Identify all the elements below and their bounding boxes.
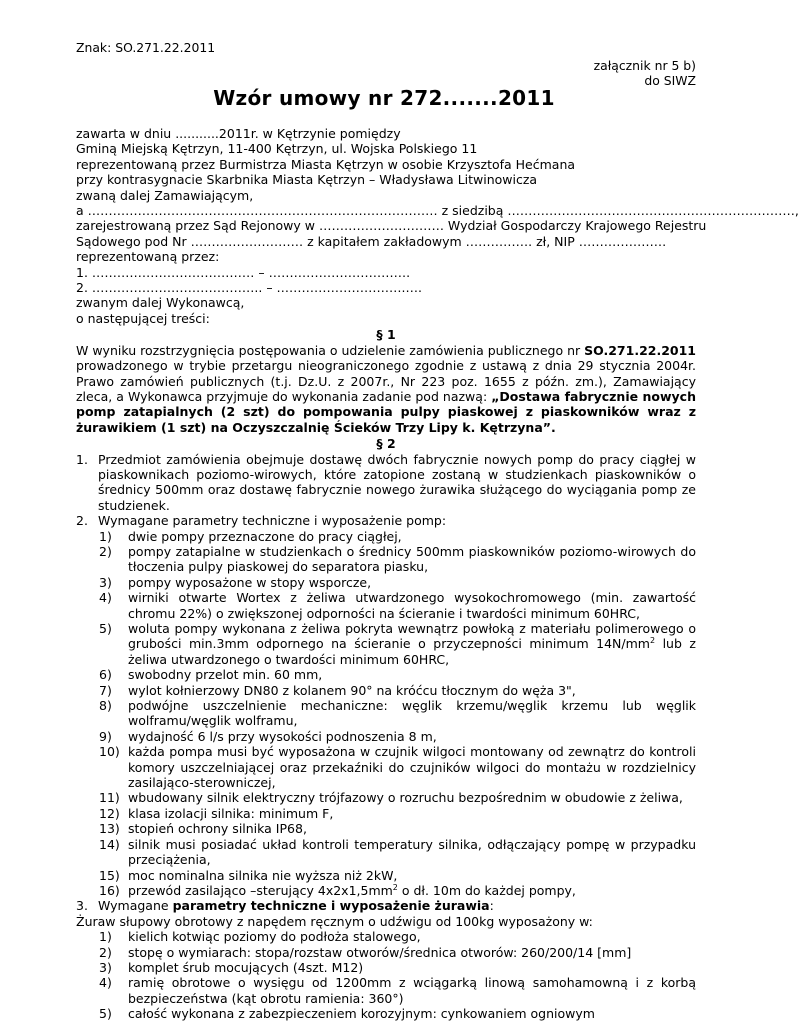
pump-requirement-item [76,837,696,868]
intro-line: zawarta w dniu ...........2011r. w Kętrzynie pomiędzy [76,126,401,141]
crane-requirement-item-text: ramię obrotowe o wysięgu od 1200mm z wciągarką linową samohamowną i z korbą bezpieczeństwa (kąt obrotu ramienia: 360°) [128,975,696,1006]
pump-requirement-item-text: wylot kołnierzowy DN80 z kolanem 90° na króćcu tłocznym do węża 3", [128,682,576,698]
crane-requirements-list [76,929,696,1021]
crane-requirement-item-text: komplet śrub mocujących (4szt. M12) [128,959,364,975]
pump-requirement-item [76,790,696,805]
crane-intro: Żuraw słupowy obrotowy z napędem ręcznym o udźwigu od 100kg wyposażony w: [76,913,593,929]
list-number: 4) [99,975,112,991]
section-2-heading: § 2 [376,436,396,452]
list-number: 1) [99,528,112,544]
section-1-heading: § 1 [376,327,396,343]
pump-requirement-item [76,806,696,821]
intro-line: o następującej treści: [76,310,210,326]
list-number: 7) [99,682,112,698]
intro-line: przy kontrasygnacie Skarbnika Miasta Kętrzyn – Władysława Litwinowicza [76,172,538,188]
attachment-line-1: załącznik nr 5 b) [593,58,696,73]
pump-requirement-item-text: pompy wyposażone w stopy wsporcze, [128,574,372,590]
intro-line: zwanym dalej Wykonawcą, [76,295,245,311]
document-sign: Znak: SO.271.22.2011 [76,40,216,55]
section-2-list-b [76,898,696,913]
intro-line: reprezentowaną przez: [76,249,220,265]
crane-requirement-item [76,975,696,1006]
superscript: 2 [649,636,656,646]
pump-requirement-item [76,729,696,744]
list-number: 1) [99,929,112,945]
list-number: 11) [99,790,120,806]
pump-requirement-item-text: przewód zasilająco –sterujący $4x2x1,5mm^2$ o dł. 10m do każdej pompy, [128,882,576,898]
s2-point-3-text-c: : [489,898,494,914]
pump-requirement-item [76,575,696,590]
pump-requirement-item-text: dwie pompy przeznaczone do pracy ciągłej, [128,528,402,544]
pump-requirement-item-text: woluta pompy wykonana z żeliwa pokryta wewnątrz powłoką z materiału polimerowego o grubości min.3mm odpornego na ścieranie o przyczepności minimum $14N/mm^2$ lub z żeliwa utwardzonego o twardości minimum 60HRC, [128,621,696,667]
crane-requirement-item [76,929,696,944]
crane-requirement-item [76,960,696,975]
pump-requirement-item [76,544,696,575]
pump-requirement-item [76,683,696,698]
pump-requirement-item-text: wydajność 6 l/s przy wysokości podnoszenia 8 m, [128,728,437,744]
pump-requirement-item [76,667,696,682]
list-number: 5) [99,1006,112,1022]
pump-requirement-item-text: pompy zatapialne w studzienkach o średnicy 500mm piaskowników poziomo-wirowych do tłoczenia pulpy piaskowej do separatora piasku, [128,543,696,575]
pump-requirement-item-text: stopień ochrony silnika IP68, [128,821,307,837]
attachment-note [594,58,696,88]
superscript: 2 [392,882,398,892]
crane-requirement-item-text: stopę o wymiarach: stopa/rozstaw otworów/średnica otworów: 260/200/14 [mm] [128,944,632,960]
list-number: 5) [99,621,112,636]
intro-line: zarejestrowaną przez Sąd Rejonowy w ………………………… Wydział Gospodarczy Krajowego Rejestru [76,218,707,234]
intro-line: zwaną dalej Zamawiającym, [76,187,254,203]
pump-requirement-item-text: silnik musi posiadać układ kontroli temperatury silnika, odłączający pompę w przypadku przeciążenia, [128,836,696,868]
section-2-list [76,452,696,529]
intro-line: a ………………………………………………………………………… z siedzibą ……………………………………………………………, [76,203,799,219]
intro-line: reprezentowaną przez Burmistrza Miasta Kętrzyn w osobie Krzysztofa Hećmana [76,156,576,172]
crane-requirement-item [76,1006,696,1021]
list-number: 15) [99,867,120,883]
list-number: 3. [76,898,88,914]
pump-requirement-item [76,621,696,667]
list-number: 3) [99,959,112,975]
intro-block [76,126,799,326]
list-number: 10) [99,744,120,760]
s2-point-2-text: Wymagane parametry techniczne i wyposażenie pomp: [98,513,447,529]
crane-requirement-item [76,945,696,960]
pump-requirement-item [76,529,696,544]
s2-point-1-text: Przedmiot zamówienia obejmuje dostawę dwóch fabrycznie nowych pomp do pracy ciągłej w piaskownikach poziomo-wirowych, które zatopione zostaną w studzienkach piaskowników o średnicy 500mm oraz dostawę fabrycznie nowego żurawika służącego do wyciągania pomp ze studzienek. [98,451,696,513]
list-number: 2) [99,944,112,960]
crane-requirement-item-text: kielich kotwiąc poziomy do podłoża stalowego, [128,929,421,945]
list-number: 1. [76,451,88,467]
list-number: 3) [99,574,112,590]
intro-line: 1. ………………………………… – ……………………………. [76,264,411,280]
list-number: 13) [99,821,120,837]
pump-requirement-item [76,590,696,621]
list-number: 2) [99,543,112,559]
intro-line: Sądowego pod Nr ……………………… z kapitałem zakładowym ……………. zł, NIP ………………… [76,233,667,249]
crane-requirement-item-text: całość wykonana z zabezpieczeniem korozyjnym: cynkowaniem ogniowym [128,1006,595,1022]
pump-requirement-item-text: każda pompa musi być wyposażona w czujnik wilgoci montowany od zewnątrz do kontroli komory uszczelniającej oraz przekaźniki do czujników wilgoci do montażu w rozdzielnicy zasilająco-sterowniczej, [128,744,696,791]
s2-point-2 [76,513,696,528]
list-number: 2. [76,513,88,529]
pump-requirement-item-text: swobodny przelot min. 60 mm, [128,667,323,683]
pump-requirement-item-text: wbudowany silnik elektryczny trójfazowy o rozruchu bezpośrednim w obudowie z żeliwa, [128,790,683,806]
pump-requirement-item [76,868,696,883]
list-number: 12) [99,805,120,821]
pump-requirement-item [76,821,696,836]
pump-requirement-item-text: podwójne uszczelnienie mechaniczne: węglik krzemu/węglik krzemu lub węglik wolframu/węglik wolframu, [128,698,696,729]
list-number: 14) [99,836,120,852]
s1-order-number: SO.271.22.2011 [584,342,697,358]
list-number: 4) [99,590,112,606]
attachment-line-2: do SIWZ [644,73,696,88]
section-1-paragraph [76,343,696,435]
s2-point-3-text-a: Wymagane [98,898,173,914]
document-body [76,126,799,1022]
list-number: 16) [99,882,120,898]
s1-text-c: prowadzonego w trybie przetargu nieograniczonego zgodnie z ustawą z dnia 29 stycznia 2004r. Prawo zamówień publicznych (t.j. Dz.U. z 2007r., Nr 223 poz. 1655 z późn. zm.), Zamawiający zleca, a Wykonawca przyjmuje do wykonania zadanie pod nazwą: [76,358,696,404]
pump-requirement-item [76,744,696,790]
pump-requirement-item-text: klasa izolacji silnika: minimum F, [128,805,334,821]
s2-point-3 [76,898,696,913]
list-number: 9) [99,728,112,744]
list-number: 8) [99,698,112,714]
pump-requirement-item-text: moc nominalna silnika nie wyższa niż 2kW, [128,867,398,883]
document-title: Wzór umowy nr 272.......2011 [213,86,555,110]
s2-point-3-bold: parametry techniczne i wyposażenie żurawia [172,898,490,914]
intro-line: 2. ………………………………….. – ………………………….…. [76,280,422,296]
pump-requirement-item-text: wirniki otwarte Wortex z żeliwa utwardzonego wysokochromowego (min. zawartość chromu 22%) o zwiększonej odporności na ścieranie i twardości minimum 60HRC, [128,590,696,621]
intro-line: Gminą Miejską Kętrzyn, 11-400 Kętrzyn, ul. Wojska Polskiego 11 [76,141,478,157]
s1-text-a: W wyniku rozstrzygnięcia postępowania o udzielenie zamówienia publicznego nr [76,342,585,358]
s1-task-name: „Dostawa fabrycznie nowych pomp zatapialnych (2 szt) do pompowania pulpy piaskowej z piaskowników wraz z żurawikiem (1 szt) na Oczyszczalnię Ścieków Trzy Lipy k. Kętrzyna”. [76,388,696,435]
pump-requirements-list [76,529,696,899]
list-number: 6) [99,667,112,683]
s2-point-1 [76,452,696,514]
pump-requirement-item [76,698,696,729]
pump-requirement-item [76,883,696,898]
